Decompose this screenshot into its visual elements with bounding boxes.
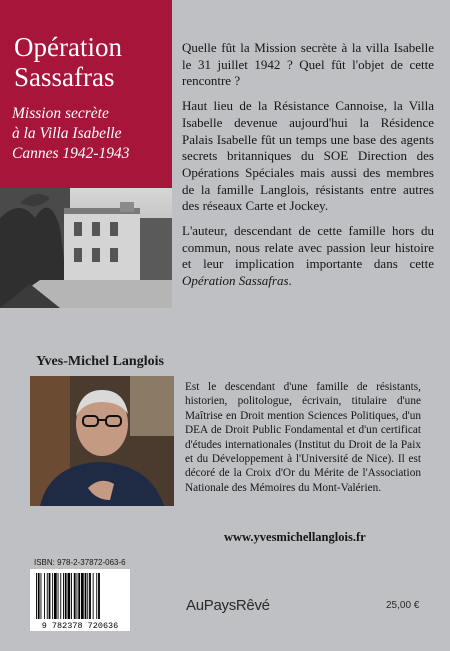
barcode-bar — [49, 573, 51, 619]
barcode-bar — [58, 573, 59, 619]
intro-paragraph: Haut lieu de la Résistance Cannoise, la Villa Isabelle devenue aujourd'hui la Résidence Palais Isabelle fût un temps une base des agents secrets britanniques du SOE Direction des Opérations Spéciales mais aussi des membres de la famille Langlois, résistants entre autres des réseaux Carte et Jockey. — [182, 98, 434, 214]
barcode-bar — [47, 573, 48, 619]
barcode — [30, 569, 130, 631]
barcode-bar — [77, 573, 78, 619]
barcode-bar — [87, 573, 88, 619]
publisher-logo: AuPaysRêvé — [186, 597, 270, 614]
barcode-bar — [63, 573, 64, 619]
intro-paragraph: Quelle fût la Mission secrète à la villa Isabelle le 31 juillet 1942 ? Quel fût l'objet de cette rencontre ? — [182, 40, 434, 89]
intro-paragraph-text: L'auteur, descendant de cette famille hors du commun, nous relate avec passion leur histoire et leur implication importante dans cette — [182, 223, 434, 272]
barcode-bar — [44, 573, 45, 619]
barcode-bar — [68, 573, 71, 619]
barcode-bar — [93, 573, 94, 619]
barcode-bar — [81, 573, 84, 619]
isbn-label: ISBN: 978-2-37872-063-6 — [34, 558, 126, 567]
book-title: Opération Sassafras — [14, 32, 122, 92]
intro-paragraph — [182, 223, 434, 290]
barcode-bar — [36, 573, 37, 619]
barcode-bar — [38, 573, 40, 619]
title-block — [0, 0, 172, 188]
barcode-bar — [98, 573, 100, 619]
website-link[interactable]: www.yvesmichellanglois.fr — [224, 530, 366, 544]
barcode-bar — [41, 573, 42, 619]
barcode-bar — [78, 573, 80, 619]
subtitle-line-3: Cannes 1942-1943 — [12, 145, 130, 162]
intro-period: . — [288, 273, 292, 289]
barcode-bar — [65, 573, 67, 619]
author-bio: Est le descendant d'une famille de résistants, historien, politologue, écrivain, titulaire d'une Maîtrise en Droit mention Sciences Politiques, d'un DEA de Droit Public Fondamental et d'un certificat d'études internationales (Institut du Droit de la Paix et du Développement à l'Université de Nice). Il est décoré de la Croix d'Or du Mérite de l'Association Nationale des Mémoires du Mont-Valérien. — [185, 381, 421, 494]
barcode-bar — [74, 573, 76, 619]
price: 25,00 € — [386, 600, 420, 611]
barcode-bar — [52, 573, 53, 619]
barcode-bar — [60, 573, 61, 619]
villa-photo — [0, 188, 172, 308]
intro-text — [182, 40, 434, 298]
subtitle-line-2: à la Villa Isabelle — [12, 125, 122, 142]
subtitle-line-1: Mission secrète — [12, 105, 109, 122]
barcode-bar — [71, 573, 72, 619]
author-photo — [30, 376, 174, 506]
author-name: Yves-Michel Langlois — [36, 354, 164, 369]
barcode-digits: 9 782378 720636 — [41, 621, 119, 631]
barcode-bar — [89, 573, 91, 619]
barcode-bar — [54, 573, 57, 619]
barcode-bar — [85, 573, 87, 619]
intro-italic-title: Opération Sassafras — [182, 273, 289, 289]
barcode-bar — [96, 573, 97, 619]
